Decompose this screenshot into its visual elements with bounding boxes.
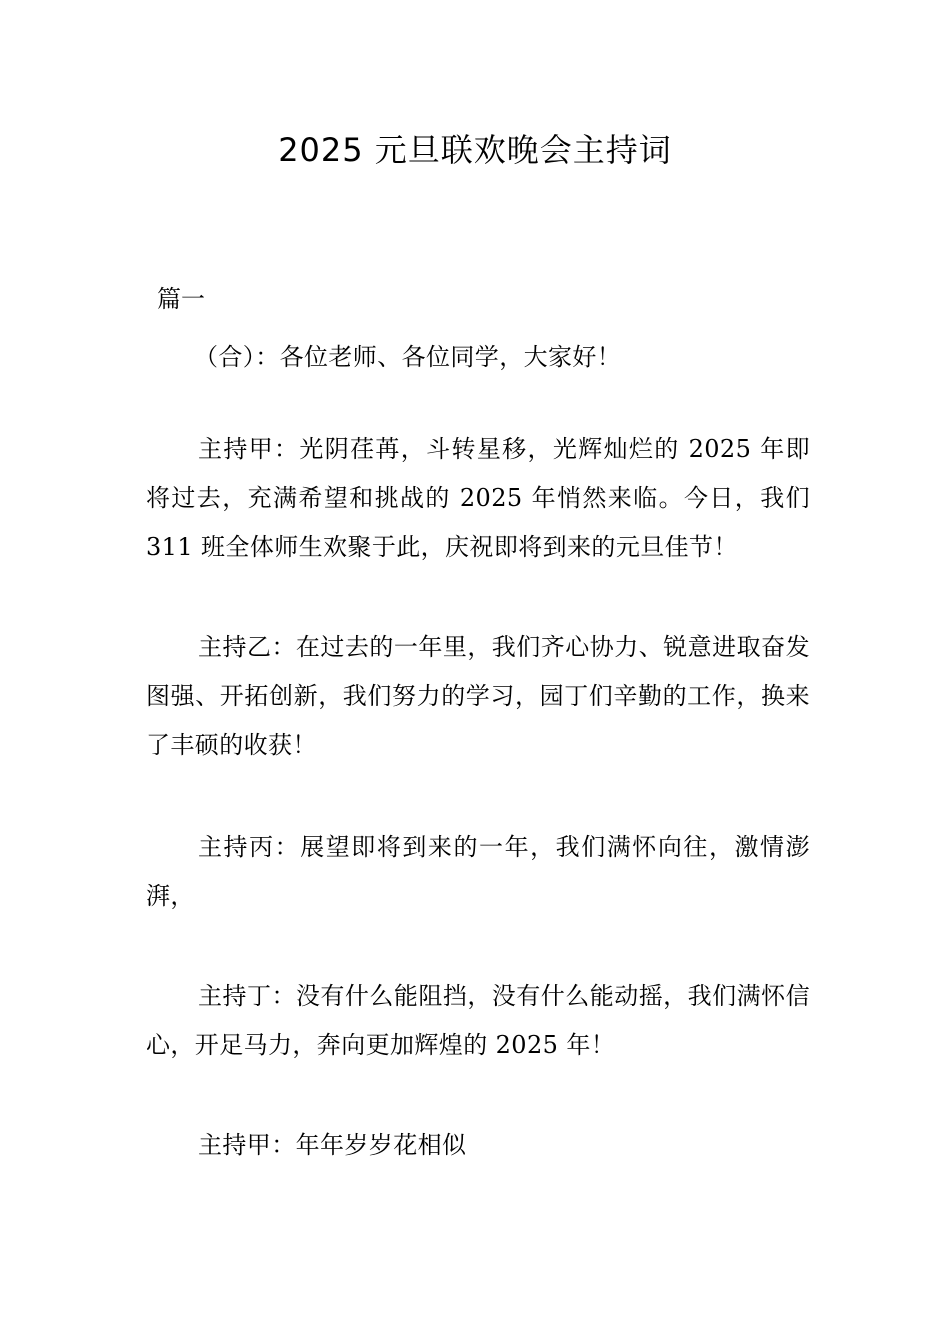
paragraph-greeting: （合）：各位老师、各位同学，大家好！ [194, 343, 622, 371]
paragraph-host-a-2: 主持甲：年年岁岁花相似 [198, 1131, 467, 1159]
paragraph-host-c: 主持丙：展望即将到来的一年，我们满怀向往，激情澎湃， [146, 833, 810, 910]
document-title: 2025 元旦联欢晚会主持词 [278, 131, 672, 169]
paragraph-host-a: 主持甲：光阴荏苒，斗转星移，光辉灿烂的 2025 年即将过去，充满希望和挑战的 2025 年悄然来临。今日，我们 311 班全体师生欢聚于此，庆祝即将到来的元旦佳节！ [146, 435, 810, 561]
section-label: 篇一 [157, 285, 205, 313]
paragraph-host-d: 主持丁：没有什么能阻挡，没有什么能动摇，我们满怀信心，开足马力，奔向更加辉煌的 2025 年！ [146, 982, 810, 1059]
paragraph-host-b: 主持乙：在过去的一年里，我们齐心协力、锐意进取奋发图强、开拓创新，我们努力的学习，园丁们辛勤的工作，换来了丰硕的收获！ [146, 633, 810, 759]
